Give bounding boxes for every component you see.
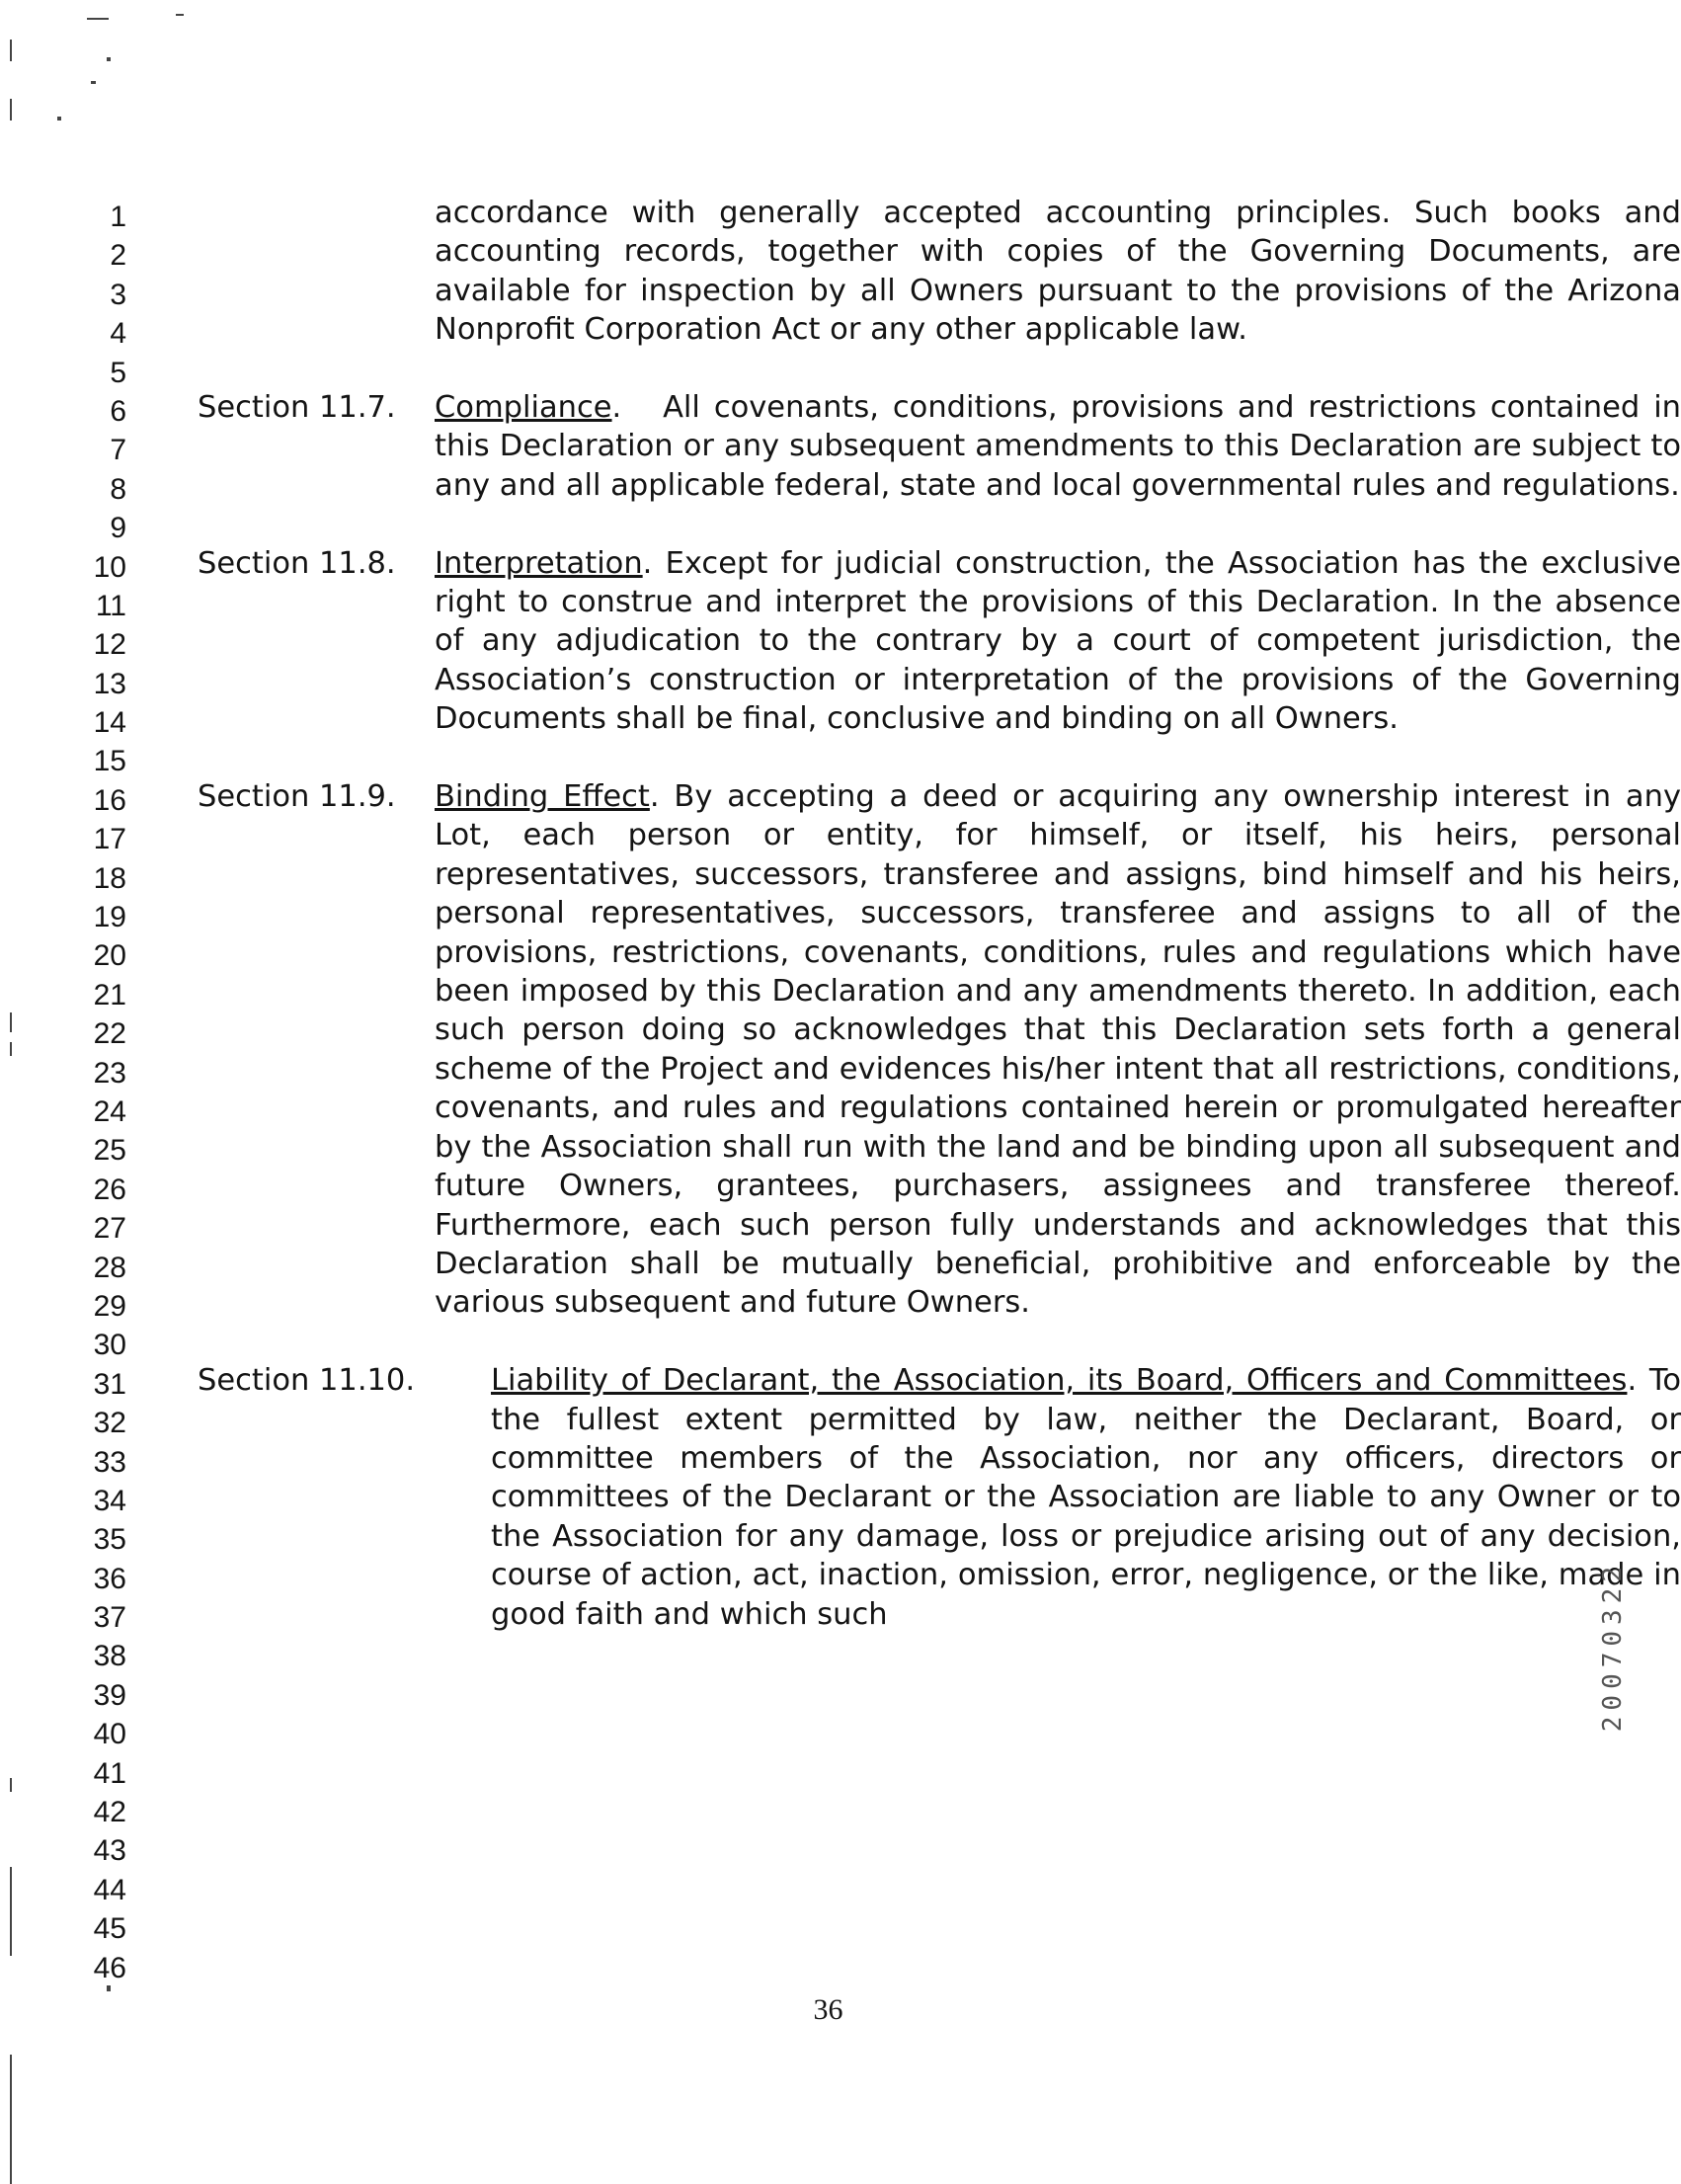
blank-line	[198, 505, 1481, 543]
line-numbers	[77, 198, 126, 1987]
scan-mark	[10, 40, 12, 61]
line-number: 34	[93, 1484, 126, 1517]
scan-mark	[10, 1778, 12, 1792]
line-number: 44	[93, 1873, 126, 1906]
section-label: Section 11.10.	[198, 1363, 416, 1399]
section-title: Liability of Declarant, the Association, its Board, Officers and Committees	[491, 1363, 1628, 1399]
blank-line	[198, 739, 1481, 777]
section-body: Liability of Declarant, the Association, its Board, Officers and Committees. To the fullest extent permitted by law, neither the Declarant, Board, or committee members of the Association, nor any officers, directors or committees of the Declarant or the Association are liable to any Owner or to the Association for any damage, loss or prejudice arising out of any decision, course of action, act, inaction, omission, error, negligence, or the like, made in good faith and which such	[491, 1363, 1681, 1632]
line-number: 24	[93, 1094, 126, 1128]
line-number: 23	[93, 1056, 126, 1090]
line-number: 35	[93, 1523, 126, 1557]
scan-mark	[107, 57, 111, 61]
line-number: 17	[93, 823, 126, 856]
line-number: 3	[110, 278, 126, 311]
line-number: 30	[93, 1329, 126, 1362]
section-11-7	[198, 388, 1681, 505]
line-number: 6	[110, 394, 126, 428]
line-number: 41	[93, 1756, 126, 1790]
section-11-9	[198, 777, 1681, 1323]
section-body: Binding Effect. By accepting a deed or acquiring any ownership interest in any Lot, each person or entity, for himself, or itself, his heirs, personal representatives, successors, transferee and assigns, bind himself and his heirs, personal representatives, successors, transferee and assigns to all of the provisions, restrictions, covenants, conditions, rules and regulations which have been imposed by this Declaration and any amendments thereto. In addition, each such person doing so acknowledges that this Declaration sets forth a general scheme of the Project and evidences his/her intent that all restrictions, conditions, covenants, and rules and regulations contained herein or promulgated hereafter by the Association shall run with the land and be binding upon all subsequent and future Owners, grantees, purchasers, assignees and transferee thereof. Furthermore, each such person fully understands and acknowledges that this Declaration shall be mutually beneficial, prohibitive and enforceable by the various subsequent and future Owners.	[435, 779, 1681, 1321]
section-title: Binding Effect	[435, 779, 650, 815]
line-number: 4	[110, 317, 126, 351]
section-text: All covenants, conditions, provisions and restrictions contained in this Declaration or any subsequent amendments to this Declaration are subject to any and all applicable federal, state and local governmental rules and regulations.	[435, 390, 1681, 503]
line-number: 25	[93, 1134, 126, 1168]
line-number: 7	[110, 434, 126, 467]
line-number: 32	[93, 1407, 126, 1440]
line-number: 33	[93, 1445, 126, 1479]
blank-line	[198, 350, 1481, 388]
line-number: 29	[93, 1289, 126, 1323]
line-number: 22	[93, 1017, 126, 1051]
section-label: Section 11.8.	[198, 545, 396, 581]
line-number: 11	[95, 589, 126, 622]
scan-mark	[10, 1012, 12, 1032]
scan-mark	[10, 2055, 12, 2184]
section-title: Compliance	[435, 390, 612, 426]
section-label: Section 11.7.	[198, 390, 396, 426]
line-number: 13	[93, 667, 126, 700]
line-number: 5	[110, 356, 126, 389]
line-number: 37	[93, 1601, 126, 1635]
line-number: 10	[93, 550, 126, 584]
line-number: 45	[93, 1912, 126, 1946]
line-number: 16	[93, 783, 126, 817]
section-body: Compliance. All covenants, conditions, provisions and restrictions contained in this Declaration or any subsequent amendments to this Declaration are subject to any and all applicable federal, state and local governmental rules and regulations.	[435, 390, 1681, 503]
scan-mark	[176, 14, 184, 16]
scan-mark	[10, 1867, 12, 1956]
section-text: By accepting a deed or acquiring any ownership interest in any Lot, each person or entity, for himself, or itself, his heirs, personal representatives, successors, transferee and assigns, bind himself and his heirs, personal representatives, successors, transferee and assigns to all of the provisions, restrictions, covenants, conditions, rules and regulations which have been imposed by this Declaration and any amendments thereto. In addition, each such person doing so acknowledges that this Declaration sets forth a general scheme of the Project and evidences his/her intent that all restrictions, conditions, covenants, and rules and regulations contained herein or promulgated hereafter by the Association shall run with the land and be binding upon all subsequent and future Owners, grantees, purchasers, assignees and transferee thereof. Furthermore, each such person fully understands and acknowledges that this Declaration shall be mutually beneficial, prohibitive and enforceable by the various subsequent and future Owners.	[435, 779, 1681, 1321]
blank-line	[198, 1323, 1481, 1361]
line-number: 27	[93, 1212, 126, 1246]
line-number: 20	[93, 939, 126, 973]
line-number: 9	[110, 512, 126, 545]
line-number: 19	[93, 901, 126, 934]
line-number: 39	[93, 1678, 126, 1712]
line-number: 26	[93, 1173, 126, 1206]
section-label: Section 11.9.	[198, 779, 396, 815]
line-number: 43	[93, 1834, 126, 1868]
line-number: 18	[93, 861, 126, 895]
line-number: 28	[93, 1251, 126, 1284]
scan-mark	[10, 1042, 12, 1056]
document-body	[198, 194, 1681, 1634]
line-number: 38	[93, 1640, 126, 1673]
section-text: Except for judicial construction, the Association has the exclusive right to construe and interpret the provisions of this Declaration. In the absence of any adjudication to the contrary by a court of competent jurisdiction, the Association’s construction or interpretation of the provisions of the Governing Documents shall be final, conclusive and binding on all Owners.	[435, 545, 1681, 737]
section-11-10	[198, 1361, 1681, 1634]
line-number: 1	[110, 201, 126, 233]
section-text: To the fullest extent permitted by law, neither the Declarant, Board, or committee members of the Association, nor any officers, directors or committees of the Declarant or the Association are liable to any Owner or to the Association for any damage, loss or prejudice arising out of any decision, course of action, act, inaction, omission, error, negligence, or the like, made in good faith and which such	[491, 1363, 1681, 1632]
line-number: 42	[93, 1796, 126, 1829]
section-title: Interpretation	[435, 545, 643, 581]
line-number: 14	[93, 706, 126, 740]
line-number: 31	[93, 1367, 126, 1401]
scan-mark	[91, 81, 96, 84]
intro-paragraph	[198, 194, 1681, 350]
scan-mark	[87, 18, 109, 20]
line-number: 21	[93, 978, 126, 1011]
scan-mark	[57, 117, 61, 121]
line-number: 46	[93, 1951, 126, 1984]
page-number: 36	[813, 1993, 843, 2026]
intro-text: accordance with generally accepted accounting principles. Such books and accounting records, together with copies of the Governing Documents, are available for inspection by all Owners pursuant to the provisions of the Arizona Nonprofit Corporation Act or any other applicable law.	[435, 196, 1681, 348]
line-number: 2	[110, 239, 126, 273]
section-body: Interpretation. Except for judicial construction, the Association has the exclusive right to construe and interpret the provisions of this Declaration. In the absence of any adjudication to the contrary by a court of competent jurisdiction, the Association’s construction or interpretation of the provisions of the Governing Documents shall be final, conclusive and binding on all Owners.	[435, 545, 1681, 737]
line-number: 36	[93, 1562, 126, 1595]
line-number: 40	[93, 1718, 126, 1751]
section-11-8	[198, 544, 1681, 739]
scan-mark	[10, 99, 12, 121]
recording-stamp: 20070322	[1598, 1561, 1628, 1733]
line-number: 12	[93, 628, 126, 662]
line-number: 8	[110, 472, 126, 506]
line-number: 15	[93, 745, 126, 778]
